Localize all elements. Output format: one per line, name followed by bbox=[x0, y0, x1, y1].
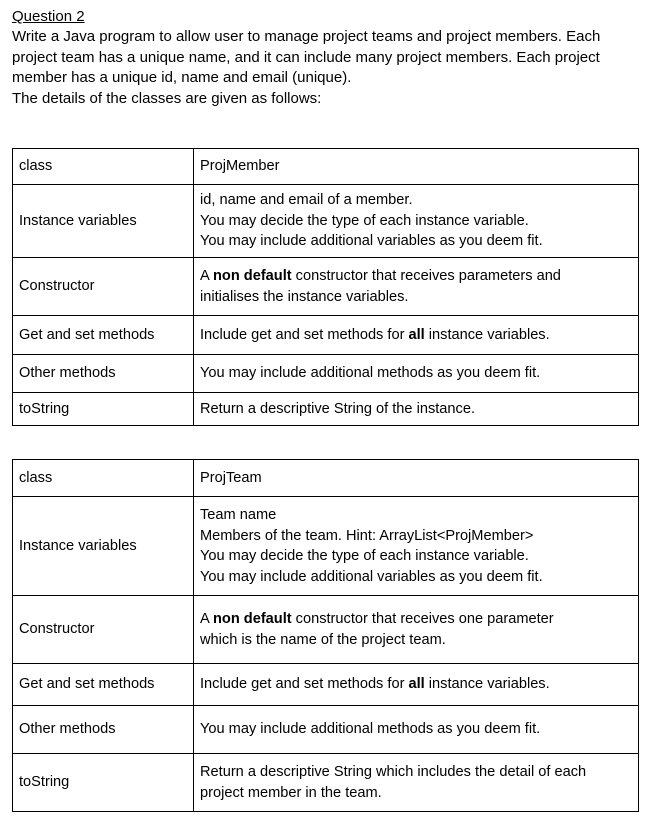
text-span: Include get and set methods for bbox=[200, 326, 409, 343]
value-line: id, name and email of a member. bbox=[200, 192, 413, 209]
row-key: Instance variables bbox=[13, 185, 194, 258]
value-line: project member in the team. bbox=[200, 784, 382, 801]
text-span: constructor that receives parameters and bbox=[291, 268, 561, 284]
row-key: Other methods bbox=[13, 706, 194, 754]
row-key: Get and set methods bbox=[13, 664, 194, 706]
projmember-spec-table bbox=[12, 148, 639, 426]
table-row bbox=[13, 355, 639, 393]
row-key: Get and set methods bbox=[13, 316, 194, 355]
bold-text: all bbox=[408, 326, 425, 343]
row-value bbox=[194, 185, 639, 258]
row-key: class bbox=[13, 149, 194, 185]
table-row bbox=[13, 596, 639, 664]
text-span: instance variables. bbox=[424, 326, 550, 343]
question-title: Question 2 bbox=[12, 8, 85, 25]
row-value bbox=[194, 316, 639, 355]
value-line: You may include additional variables as you deem fit. bbox=[200, 233, 543, 250]
row-value bbox=[194, 664, 639, 706]
row-key: Constructor bbox=[13, 596, 194, 664]
class-name: ProjMember bbox=[194, 149, 639, 185]
text-span: instance variables. bbox=[424, 676, 550, 693]
intro-line: project team has a unique name, and it can include many project members. Each project bbox=[12, 48, 600, 66]
row-key: Instance variables bbox=[13, 497, 194, 596]
row-key: class bbox=[13, 460, 194, 497]
question-intro bbox=[12, 27, 652, 109]
row-key: toString bbox=[13, 393, 194, 426]
table-row bbox=[13, 706, 639, 754]
table-row bbox=[13, 185, 639, 258]
table-row bbox=[13, 754, 639, 812]
row-value bbox=[194, 754, 639, 812]
table-row bbox=[13, 664, 639, 706]
row-value bbox=[194, 596, 639, 664]
value-line: which is the name of the project team. bbox=[200, 631, 446, 648]
value-line bbox=[200, 266, 632, 287]
value-line: You may decide the type of each instance variable. bbox=[200, 548, 529, 564]
table-row bbox=[13, 393, 639, 426]
value-line bbox=[200, 609, 632, 630]
value-line: Team name bbox=[200, 507, 277, 523]
text-span: constructor that receives one parameter bbox=[291, 611, 554, 627]
bold-text: non default bbox=[212, 268, 292, 284]
row-value bbox=[194, 258, 639, 316]
row-value: You may include additional methods as you deem fit. bbox=[194, 355, 639, 393]
bold-text: all bbox=[408, 676, 425, 693]
text-span: A bbox=[200, 268, 213, 284]
document-page bbox=[12, 7, 652, 801]
projteam-spec-table bbox=[12, 459, 639, 812]
value-line: You may decide the type of each instance variable. bbox=[200, 212, 529, 229]
table-row bbox=[13, 460, 639, 497]
table-row bbox=[13, 258, 639, 316]
bold-text: non default bbox=[212, 611, 292, 627]
row-key: toString bbox=[13, 754, 194, 812]
row-value bbox=[194, 497, 639, 596]
row-key: Other methods bbox=[13, 355, 194, 393]
text-span: A bbox=[200, 611, 213, 627]
value-line: Members of the team. Hint: ArrayList<ProjMember> bbox=[200, 527, 534, 544]
table-row bbox=[13, 316, 639, 355]
intro-line: member has a unique id, name and email (unique). bbox=[12, 69, 352, 86]
value-line: initialises the instance variables. bbox=[200, 288, 409, 305]
table-row bbox=[13, 149, 639, 185]
class-name: ProjTeam bbox=[194, 460, 639, 497]
intro-line: The details of the classes are given as follows: bbox=[12, 89, 322, 107]
row-value: Return a descriptive String of the instance. bbox=[194, 393, 639, 426]
row-key: Constructor bbox=[13, 258, 194, 316]
table-row bbox=[13, 497, 639, 596]
value-line: Return a descriptive String which includes the detail of each bbox=[200, 764, 587, 780]
value-line: You may include additional variables as you deem fit. bbox=[200, 568, 543, 585]
intro-line: Write a Java program to allow user to manage project teams and project members. Each bbox=[12, 28, 601, 45]
row-value: You may include additional methods as you deem fit. bbox=[194, 706, 639, 754]
text-span: Include get and set methods for bbox=[200, 676, 409, 693]
